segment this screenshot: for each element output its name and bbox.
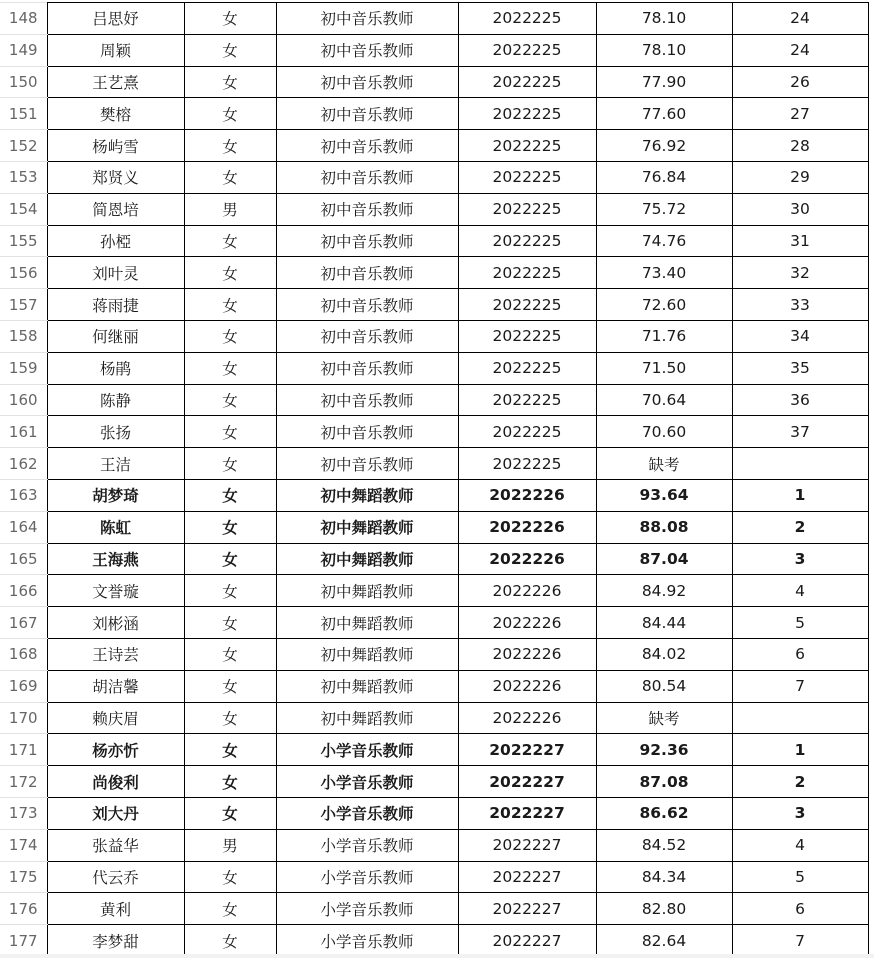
cell-rank[interactable]: 7 <box>732 925 868 957</box>
cell-gender[interactable]: 女 <box>184 766 276 798</box>
cell-name[interactable]: 孙椏 <box>47 225 184 257</box>
cell-position[interactable]: 初中舞蹈教师 <box>276 607 458 639</box>
results-table <box>0 2 869 957</box>
table-row <box>0 257 868 289</box>
cell-gender[interactable]: 女 <box>184 3 276 35</box>
cell-name[interactable]: 刘彬涵 <box>47 607 184 639</box>
row-number[interactable]: 162 <box>0 448 47 480</box>
row-number[interactable]: 173 <box>0 797 47 829</box>
cell-rank[interactable]: 1 <box>732 479 868 511</box>
cell-position[interactable]: 小学音乐教师 <box>276 861 458 893</box>
cell-score[interactable]: 84.02 <box>596 638 732 670</box>
row-number[interactable]: 159 <box>0 352 47 384</box>
cell-name[interactable]: 代云乔 <box>47 861 184 893</box>
cell-position-code[interactable]: 2022226 <box>458 638 596 670</box>
row-number[interactable]: 177 <box>0 925 47 957</box>
table-row <box>0 289 868 321</box>
cell-name[interactable]: 黄利 <box>47 893 184 925</box>
cell-position[interactable]: 小学音乐教师 <box>276 893 458 925</box>
cell-position[interactable]: 初中音乐教师 <box>276 416 458 448</box>
cell-position-code[interactable]: 2022227 <box>458 766 596 798</box>
cell-position[interactable]: 初中音乐教师 <box>276 98 458 130</box>
cell-position[interactable]: 初中音乐教师 <box>276 34 458 66</box>
cell-name[interactable]: 王艺熹 <box>47 66 184 98</box>
cell-position[interactable]: 初中舞蹈教师 <box>276 479 458 511</box>
cell-name[interactable]: 文誉璇 <box>47 575 184 607</box>
cell-rank[interactable]: 7 <box>732 670 868 702</box>
cell-gender[interactable]: 女 <box>184 161 276 193</box>
cell-position-code[interactable]: 2022225 <box>458 257 596 289</box>
table-row <box>0 861 868 893</box>
row-number[interactable]: 149 <box>0 34 47 66</box>
cell-name[interactable]: 樊榕 <box>47 98 184 130</box>
cell-position[interactable]: 初中音乐教师 <box>276 225 458 257</box>
cell-name[interactable]: 简恩培 <box>47 193 184 225</box>
table-row <box>0 734 868 766</box>
cell-rank[interactable] <box>732 702 868 734</box>
cell-position-code[interactable]: 2022227 <box>458 925 596 957</box>
cell-rank[interactable]: 27 <box>732 98 868 130</box>
cell-rank[interactable]: 2 <box>732 511 868 543</box>
cell-position-code[interactable]: 2022226 <box>458 575 596 607</box>
cell-gender[interactable]: 男 <box>184 193 276 225</box>
row-number[interactable]: 160 <box>0 384 47 416</box>
cell-name[interactable]: 何继丽 <box>47 320 184 352</box>
cell-position-code[interactable]: 2022227 <box>458 734 596 766</box>
cell-gender[interactable]: 女 <box>184 797 276 829</box>
table-row <box>0 320 868 352</box>
cell-name[interactable]: 刘叶灵 <box>47 257 184 289</box>
row-number[interactable]: 158 <box>0 320 47 352</box>
cell-position[interactable]: 初中音乐教师 <box>276 352 458 384</box>
cell-gender[interactable]: 女 <box>184 130 276 162</box>
cell-position[interactable]: 初中舞蹈教师 <box>276 638 458 670</box>
cell-position-code[interactable]: 2022225 <box>458 289 596 321</box>
table-body <box>0 3 868 957</box>
cell-position[interactable]: 初中音乐教师 <box>276 130 458 162</box>
cell-position-code[interactable]: 2022225 <box>458 193 596 225</box>
cell-position-code[interactable]: 2022225 <box>458 352 596 384</box>
cell-position-code[interactable]: 2022225 <box>458 225 596 257</box>
cell-score[interactable]: 70.60 <box>596 416 732 448</box>
cell-rank[interactable] <box>732 448 868 480</box>
cell-position[interactable]: 小学音乐教师 <box>276 766 458 798</box>
cell-score[interactable]: 84.52 <box>596 829 732 861</box>
table-row <box>0 702 868 734</box>
cell-score[interactable]: 77.60 <box>596 98 732 130</box>
table-row <box>0 479 868 511</box>
row-number[interactable]: 163 <box>0 479 47 511</box>
table-row <box>0 638 868 670</box>
table-row <box>0 34 868 66</box>
cell-score[interactable]: 71.50 <box>596 352 732 384</box>
cell-rank[interactable]: 4 <box>732 829 868 861</box>
cell-score[interactable]: 84.44 <box>596 607 732 639</box>
cell-gender[interactable]: 女 <box>184 416 276 448</box>
table-row <box>0 925 868 957</box>
row-number[interactable]: 152 <box>0 130 47 162</box>
sheet-bottom-edge <box>0 954 874 958</box>
table-row <box>0 511 868 543</box>
cell-rank[interactable]: 5 <box>732 861 868 893</box>
cell-gender[interactable]: 女 <box>184 34 276 66</box>
cell-rank[interactable]: 30 <box>732 193 868 225</box>
cell-position[interactable]: 初中音乐教师 <box>276 289 458 321</box>
cell-gender[interactable]: 女 <box>184 638 276 670</box>
cell-gender[interactable]: 女 <box>184 702 276 734</box>
cell-gender[interactable]: 女 <box>184 861 276 893</box>
table-row <box>0 416 868 448</box>
cell-gender[interactable]: 女 <box>184 66 276 98</box>
cell-position[interactable]: 初中舞蹈教师 <box>276 511 458 543</box>
cell-position[interactable]: 小学音乐教师 <box>276 925 458 957</box>
cell-rank[interactable]: 29 <box>732 161 868 193</box>
row-number[interactable]: 157 <box>0 289 47 321</box>
cell-gender[interactable]: 女 <box>184 543 276 575</box>
cell-position-code[interactable]: 2022226 <box>458 511 596 543</box>
cell-rank[interactable]: 28 <box>732 130 868 162</box>
cell-name[interactable]: 杨亦忻 <box>47 734 184 766</box>
cell-score[interactable]: 84.92 <box>596 575 732 607</box>
cell-rank[interactable]: 24 <box>732 3 868 35</box>
row-number[interactable]: 169 <box>0 670 47 702</box>
cell-position[interactable]: 初中音乐教师 <box>276 193 458 225</box>
cell-score[interactable]: 80.54 <box>596 670 732 702</box>
row-number[interactable]: 161 <box>0 416 47 448</box>
cell-rank[interactable]: 31 <box>732 225 868 257</box>
row-number[interactable]: 155 <box>0 225 47 257</box>
cell-position-code[interactable]: 2022226 <box>458 543 596 575</box>
cell-position-code[interactable]: 2022225 <box>458 320 596 352</box>
cell-gender[interactable]: 女 <box>184 320 276 352</box>
cell-position[interactable]: 初中音乐教师 <box>276 3 458 35</box>
cell-position-code[interactable]: 2022226 <box>458 702 596 734</box>
cell-gender[interactable]: 女 <box>184 352 276 384</box>
cell-position[interactable]: 初中舞蹈教师 <box>276 575 458 607</box>
row-number[interactable]: 164 <box>0 511 47 543</box>
cell-score[interactable]: 缺考 <box>596 702 732 734</box>
cell-gender[interactable]: 男 <box>184 829 276 861</box>
cell-position-code[interactable]: 2022227 <box>458 829 596 861</box>
table-row <box>0 130 868 162</box>
row-number[interactable]: 151 <box>0 98 47 130</box>
table-row <box>0 448 868 480</box>
cell-position[interactable]: 小学音乐教师 <box>276 734 458 766</box>
cell-position-code[interactable]: 2022227 <box>458 893 596 925</box>
cell-gender[interactable]: 女 <box>184 575 276 607</box>
cell-name[interactable]: 张扬 <box>47 416 184 448</box>
cell-position[interactable]: 小学音乐教师 <box>276 829 458 861</box>
cell-gender[interactable]: 女 <box>184 607 276 639</box>
cell-rank[interactable]: 35 <box>732 352 868 384</box>
cell-rank[interactable]: 3 <box>732 543 868 575</box>
row-number[interactable]: 170 <box>0 702 47 734</box>
cell-position-code[interactable]: 2022225 <box>458 34 596 66</box>
cell-position-code[interactable]: 2022226 <box>458 670 596 702</box>
cell-rank[interactable]: 2 <box>732 766 868 798</box>
cell-position-code[interactable]: 2022225 <box>458 416 596 448</box>
cell-position-code[interactable]: 2022225 <box>458 130 596 162</box>
row-number[interactable]: 175 <box>0 861 47 893</box>
cell-position[interactable]: 小学音乐教师 <box>276 797 458 829</box>
cell-position-code[interactable]: 2022226 <box>458 479 596 511</box>
cell-name[interactable]: 陈静 <box>47 384 184 416</box>
cell-position-code[interactable]: 2022225 <box>458 3 596 35</box>
cell-score[interactable]: 93.64 <box>596 479 732 511</box>
cell-rank[interactable]: 37 <box>732 416 868 448</box>
cell-rank[interactable]: 1 <box>732 734 868 766</box>
table-row <box>0 829 868 861</box>
cell-gender[interactable]: 女 <box>184 257 276 289</box>
cell-name[interactable]: 李梦甜 <box>47 925 184 957</box>
cell-gender[interactable]: 女 <box>184 448 276 480</box>
cell-gender[interactable]: 女 <box>184 98 276 130</box>
cell-name[interactable]: 蒋雨捷 <box>47 289 184 321</box>
cell-score[interactable]: 73.40 <box>596 257 732 289</box>
cell-gender[interactable]: 女 <box>184 893 276 925</box>
row-number[interactable]: 148 <box>0 3 47 35</box>
table-row <box>0 384 868 416</box>
cell-score[interactable]: 92.36 <box>596 734 732 766</box>
cell-score[interactable]: 82.80 <box>596 893 732 925</box>
row-number[interactable]: 156 <box>0 257 47 289</box>
table-row <box>0 893 868 925</box>
cell-score[interactable]: 缺考 <box>596 448 732 480</box>
cell-score[interactable]: 82.64 <box>596 925 732 957</box>
cell-gender[interactable]: 女 <box>184 289 276 321</box>
cell-gender[interactable]: 女 <box>184 384 276 416</box>
cell-score[interactable]: 78.10 <box>596 34 732 66</box>
cell-gender[interactable]: 女 <box>184 511 276 543</box>
cell-rank[interactable]: 4 <box>732 575 868 607</box>
cell-position-code[interactable]: 2022225 <box>458 384 596 416</box>
row-number[interactable]: 172 <box>0 766 47 798</box>
table-row <box>0 543 868 575</box>
cell-rank[interactable]: 5 <box>732 607 868 639</box>
cell-position-code[interactable]: 2022225 <box>458 161 596 193</box>
row-number[interactable]: 165 <box>0 543 47 575</box>
cell-rank[interactable]: 36 <box>732 384 868 416</box>
cell-position[interactable]: 初中音乐教师 <box>276 257 458 289</box>
cell-position[interactable]: 初中音乐教师 <box>276 384 458 416</box>
cell-score[interactable]: 84.34 <box>596 861 732 893</box>
cell-position[interactable]: 初中音乐教师 <box>276 66 458 98</box>
cell-position-code[interactable]: 2022225 <box>458 98 596 130</box>
cell-gender[interactable]: 女 <box>184 225 276 257</box>
cell-rank[interactable]: 24 <box>732 34 868 66</box>
cell-score[interactable]: 72.60 <box>596 289 732 321</box>
table-row <box>0 670 868 702</box>
cell-score[interactable]: 77.90 <box>596 66 732 98</box>
cell-name[interactable]: 杨鹃 <box>47 352 184 384</box>
cell-score[interactable]: 87.08 <box>596 766 732 798</box>
cell-rank[interactable]: 6 <box>732 893 868 925</box>
cell-rank[interactable]: 3 <box>732 797 868 829</box>
table-row <box>0 766 868 798</box>
cell-score[interactable]: 88.08 <box>596 511 732 543</box>
row-number[interactable]: 167 <box>0 607 47 639</box>
cell-name[interactable]: 赖庆眉 <box>47 702 184 734</box>
cell-rank[interactable]: 34 <box>732 320 868 352</box>
cell-position[interactable]: 初中舞蹈教师 <box>276 702 458 734</box>
cell-gender[interactable]: 女 <box>184 925 276 957</box>
cell-gender[interactable]: 女 <box>184 670 276 702</box>
table-row <box>0 3 868 35</box>
table-row <box>0 161 868 193</box>
cell-position-code[interactable]: 2022226 <box>458 607 596 639</box>
table-row <box>0 797 868 829</box>
cell-name[interactable]: 周颖 <box>47 34 184 66</box>
table-row <box>0 352 868 384</box>
cell-position-code[interactable]: 2022227 <box>458 797 596 829</box>
cell-name[interactable]: 杨屿雪 <box>47 130 184 162</box>
row-number[interactable]: 150 <box>0 66 47 98</box>
table-row <box>0 66 868 98</box>
cell-score[interactable]: 74.76 <box>596 225 732 257</box>
table-row <box>0 225 868 257</box>
cell-score[interactable]: 70.64 <box>596 384 732 416</box>
table-row <box>0 193 868 225</box>
cell-position[interactable]: 初中音乐教师 <box>276 161 458 193</box>
cell-name[interactable]: 陈虹 <box>47 511 184 543</box>
cell-position-code[interactable]: 2022227 <box>458 861 596 893</box>
cell-name[interactable]: 尚俊利 <box>47 766 184 798</box>
cell-position[interactable]: 初中舞蹈教师 <box>276 543 458 575</box>
cell-rank[interactable]: 26 <box>732 66 868 98</box>
cell-name[interactable]: 王海燕 <box>47 543 184 575</box>
cell-position-code[interactable]: 2022225 <box>458 66 596 98</box>
row-number[interactable]: 171 <box>0 734 47 766</box>
row-number[interactable]: 174 <box>0 829 47 861</box>
table-row <box>0 607 868 639</box>
cell-name[interactable]: 王诗芸 <box>47 638 184 670</box>
cell-score[interactable]: 87.04 <box>596 543 732 575</box>
cell-position[interactable]: 初中舞蹈教师 <box>276 670 458 702</box>
row-number[interactable]: 166 <box>0 575 47 607</box>
cell-gender[interactable]: 女 <box>184 734 276 766</box>
table-row <box>0 98 868 130</box>
cell-rank[interactable]: 6 <box>732 638 868 670</box>
cell-score[interactable]: 71.76 <box>596 320 732 352</box>
cell-name[interactable]: 张益华 <box>47 829 184 861</box>
cell-name[interactable]: 吕思妤 <box>47 3 184 35</box>
row-number[interactable]: 153 <box>0 161 47 193</box>
cell-rank[interactable]: 33 <box>732 289 868 321</box>
cell-position[interactable]: 初中音乐教师 <box>276 448 458 480</box>
table-row <box>0 575 868 607</box>
cell-gender[interactable]: 女 <box>184 479 276 511</box>
cell-score[interactable]: 78.10 <box>596 3 732 35</box>
cell-score[interactable]: 76.84 <box>596 161 732 193</box>
cell-rank[interactable]: 32 <box>732 257 868 289</box>
cell-name[interactable]: 郑贤义 <box>47 161 184 193</box>
row-number[interactable]: 176 <box>0 893 47 925</box>
cell-name[interactable]: 刘大丹 <box>47 797 184 829</box>
cell-score[interactable]: 76.92 <box>596 130 732 162</box>
cell-name[interactable]: 胡洁馨 <box>47 670 184 702</box>
cell-name[interactable]: 胡梦琦 <box>47 479 184 511</box>
row-number[interactable]: 154 <box>0 193 47 225</box>
cell-position-code[interactable]: 2022225 <box>458 448 596 480</box>
cell-score[interactable]: 75.72 <box>596 193 732 225</box>
cell-position[interactable]: 初中音乐教师 <box>276 320 458 352</box>
row-number[interactable]: 168 <box>0 638 47 670</box>
cell-name[interactable]: 王洁 <box>47 448 184 480</box>
cell-score[interactable]: 86.62 <box>596 797 732 829</box>
